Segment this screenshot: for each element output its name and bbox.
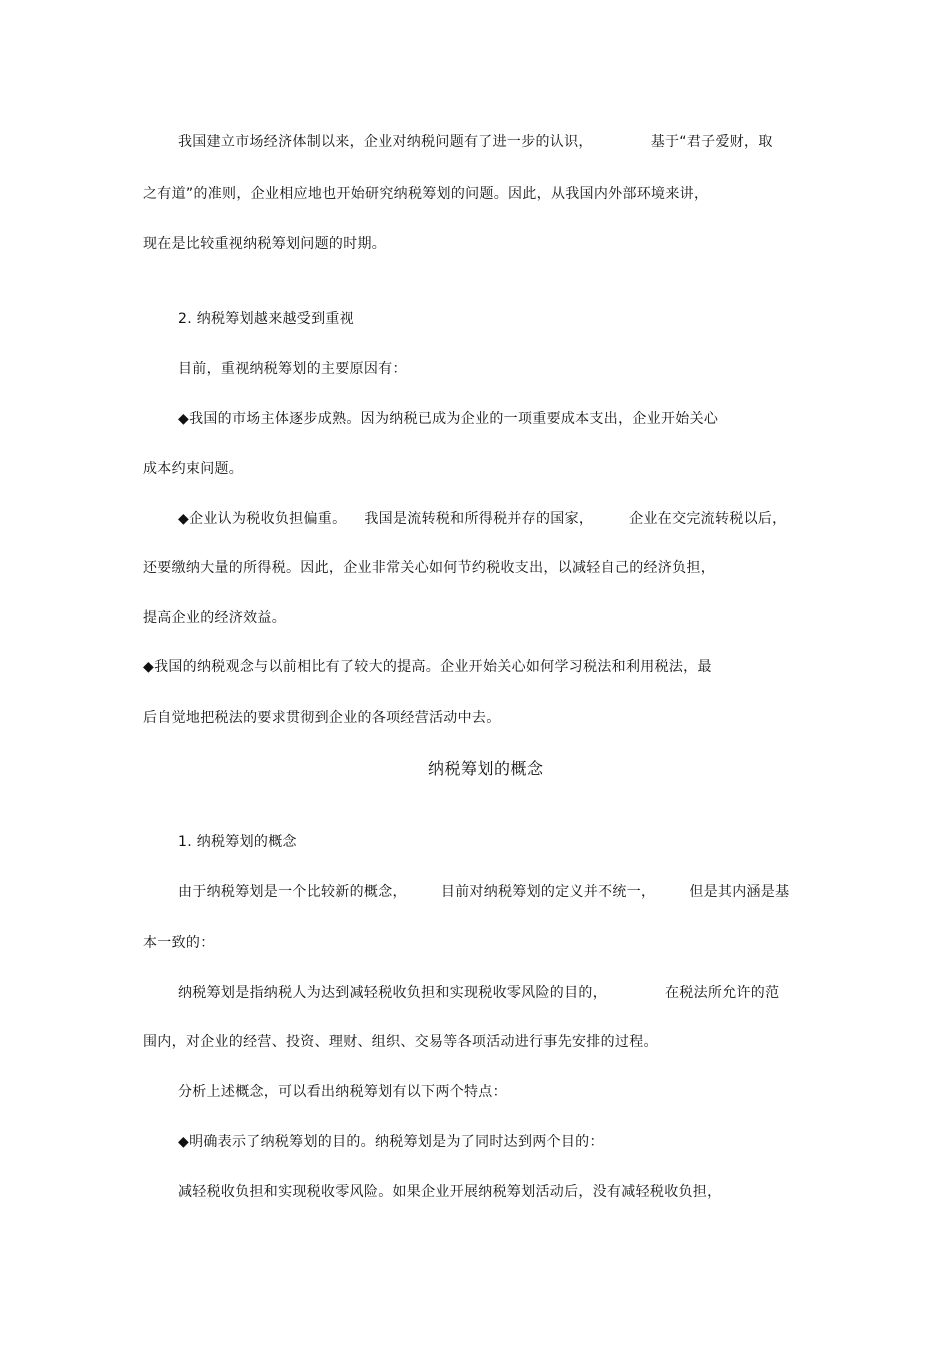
- bullet-line: 还要缴纳大量的所得税。因此，企业非常关心如何节约税收支出，以减轻自己的经济负担，: [143, 560, 715, 576]
- bullet-line: 成本约束问题。: [143, 461, 244, 477]
- text-run: 我国是流转税和所得税并存的国家，: [364, 511, 594, 527]
- bullet-line: 后自觉地把税法的要求贯彻到企业的各项经营活动中去。: [143, 710, 501, 726]
- paragraph-line: 围内，对企业的经营、投资、理财、组织、交易等各项活动进行事先安排的过程。: [143, 1034, 658, 1050]
- paragraph-line: [178, 882, 789, 902]
- paragraph-line: 本一致的：: [143, 935, 215, 951]
- bullet-line: ◆我国的纳税观念与以前相比有了较大的提高。企业开始关心如何学习税法和利用税法，最: [143, 659, 712, 675]
- bullet-line: 提高企业的经济效益。: [143, 610, 286, 626]
- subheading: 1. 纳税筹划的概念: [178, 834, 297, 850]
- text-run: 纳税筹划是指纳税人为达到减轻税收负担和实现税收零风险的目的，: [178, 985, 607, 1001]
- text-run: 目前对纳税筹划的定义并不统一，: [440, 884, 656, 900]
- text-run: ◆企业认为税收负担偏重。: [178, 511, 347, 527]
- text-run: 在税法所允许的范: [665, 985, 780, 1001]
- section-title: 纳税筹划的概念: [428, 759, 544, 778]
- text-run: 由于纳税筹划是一个比较新的概念，: [178, 884, 407, 900]
- paragraph-line: 分析上述概念，可以看出纳税筹划有以下两个特点：: [178, 1084, 507, 1100]
- bullet-line: ◆我国的市场主体逐步成熟。因为纳税已成为企业的一项重要成本支出，企业开始关心: [178, 411, 719, 427]
- paragraph-line: [178, 983, 779, 1003]
- paragraph-line: [178, 132, 773, 152]
- paragraph-line: 减轻税收负担和实现税收零风险。如果企业开展纳税筹划活动后，没有减轻税收负担，: [178, 1184, 722, 1200]
- bullet-line: ◆明确表示了纳税筹划的目的。纳税筹划是为了同时达到两个目的：: [178, 1134, 604, 1150]
- paragraph-line: 现在是比较重视纳税筹划问题的时期。: [143, 236, 387, 252]
- subheading: 2. 纳税筹划越来越受到重视: [178, 311, 355, 327]
- text-run: 但是其内涵是基: [689, 884, 790, 900]
- paragraph-line: 之有道”的准则，企业相应地也开始研究纳税筹划的问题。因此，从我国内外部环境来讲，: [143, 186, 709, 202]
- bullet-line: [178, 509, 787, 529]
- text-run: 基于“君子爱财，取: [650, 134, 773, 150]
- paragraph-line: 目前，重视纳税筹划的主要原因有：: [178, 361, 407, 377]
- text-run: 我国建立市场经济体制以来，企业对纳税问题有了进一步的认识，: [178, 134, 593, 150]
- text-run: 企业在交完流转税以后，: [629, 511, 787, 527]
